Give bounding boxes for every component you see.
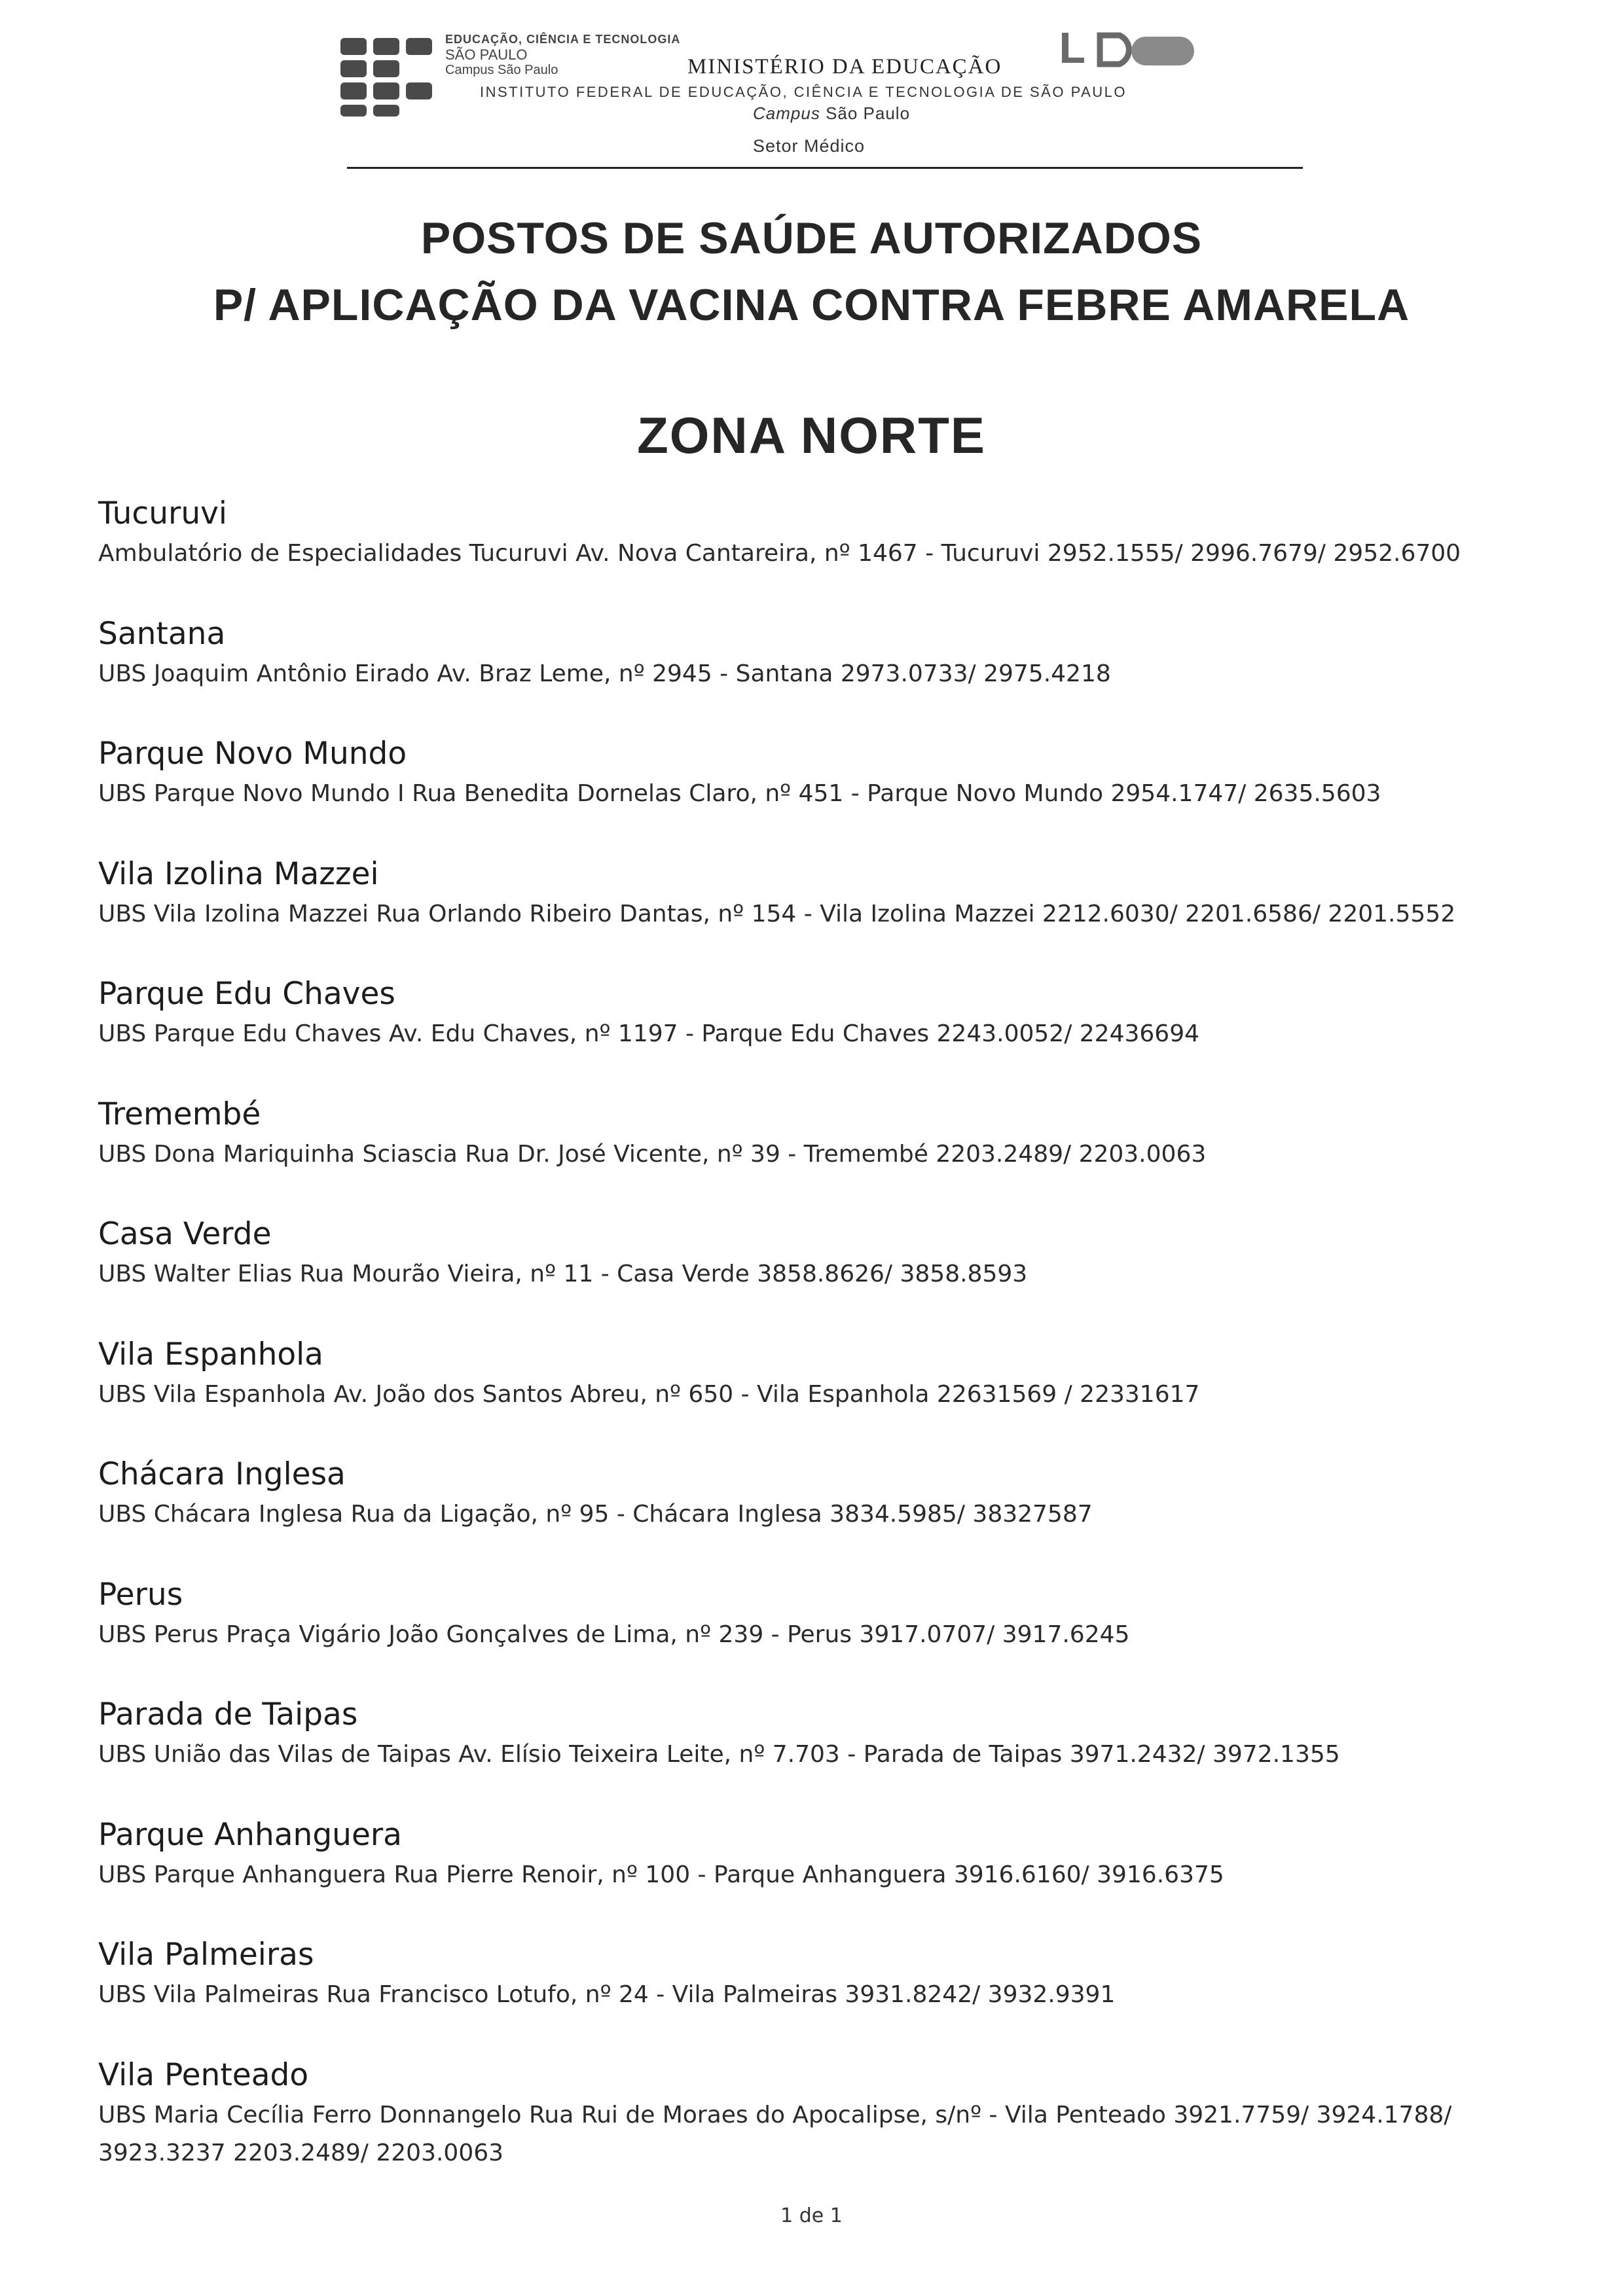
district-name: Parada de Taipas — [98, 1696, 358, 1732]
post-address: UBS Vila Palmeiras Rua Francisco Lotufo, nº 24 - Vila Palmeiras 3931.8242/ 3932.9391 — [98, 1981, 1116, 2008]
district-name: Parque Anhanguera — [98, 1816, 402, 1853]
page-title-line-2: P/ APLICAÇÃO DA VACINA CONTRA FEBRE AMARELA — [213, 280, 1410, 330]
list-item — [98, 734, 1539, 855]
health-post-list — [98, 494, 1539, 2226]
district-name: Tucuruvi — [98, 495, 227, 531]
campus-line — [753, 103, 910, 124]
institute-name: INSTITUTO FEDERAL DE EDUCAÇÃO, CIÊNCIA E TECNOLOGIA DE SÃO PAULO — [480, 84, 1127, 100]
list-item — [98, 1935, 1539, 2056]
post-address: UBS Walter Elias Rua Mourão Vieira, nº 11 - Casa Verde 3858.8626/ 3858.8593 — [98, 1261, 1028, 1287]
zone-heading: ZONA NORTE — [637, 406, 986, 464]
post-address: UBS União das Vilas de Taipas Av. Elísio Teixeira Leite, nº 7.703 - Parada de Taipas 3971.2432/ 3972.1355 — [98, 1741, 1340, 1768]
district-name: Tremembé — [98, 1096, 261, 1132]
list-item — [98, 975, 1539, 1095]
if-sp-logo-icon — [340, 33, 406, 118]
post-address: UBS Parque Novo Mundo I Rua Benedita Dornelas Claro, nº 451 - Parque Novo Mundo 2954.1747/ 2635.5603 — [98, 780, 1381, 807]
campus-name: São Paulo — [826, 103, 911, 123]
list-item — [98, 1816, 1539, 1936]
list-item — [98, 1695, 1539, 1816]
post-address: UBS Parque Edu Chaves Av. Edu Chaves, nº 1197 - Parque Edu Chaves 2243.0052/ 22436694 — [98, 1020, 1199, 1047]
district-name: Perus — [98, 1576, 183, 1613]
if-sp-logo-text — [445, 33, 680, 78]
district-name: Parque Novo Mundo — [98, 736, 407, 772]
post-address: UBS Vila Espanhola Av. João dos Santos Abreu, nº 650 - Vila Espanhola 22631569 / 22331617 — [98, 1380, 1200, 1408]
campus-word: Campus — [753, 103, 820, 123]
page-title-line-1: POSTOS DE SAÚDE AUTORIZADOS — [420, 213, 1203, 263]
district-name: Chácara Inglesa — [98, 1456, 346, 1492]
post-address: UBS Dona Mariquinha Sciascia Rua Dr. José Vicente, nº 39 - Tremembé 2203.2489/ 2203.0063 — [98, 1140, 1207, 1168]
post-address: UBS Maria Cecília Ferro Donnangelo Rua Rui de Moraes do Apocalipse, s/nº - Vila Penteado 3921.7759/ 3924.1788/ 3923.3237 2203.2489/ 2203.0063 — [98, 2101, 1452, 2166]
district-name: Vila Penteado — [98, 2056, 309, 2093]
district-name: Parque Edu Chaves — [98, 976, 395, 1012]
list-item — [98, 1335, 1539, 1456]
institution-line-1: EDUCAÇÃO, CIÊNCIA E TECNOLOGIA — [445, 33, 681, 46]
list-item — [98, 855, 1539, 975]
district-name: Vila Izolina Mazzei — [98, 855, 379, 892]
list-item — [98, 1215, 1539, 1335]
list-item — [98, 1095, 1539, 1215]
post-address: Ambulatório de Especialidades Tucuruvi Av. Nova Cantareira, nº 1467 - Tucuruvi 2952.1555/ 2996.7679/ 2952.6700 — [98, 540, 1461, 567]
letterhead — [340, 26, 1296, 170]
institution-line-3: Campus São Paulo — [445, 62, 558, 77]
list-item — [98, 494, 1539, 615]
post-address: UBS Perus Praça Vigário João Gonçalves de Lima, nº 239 - Perus 3917.0707/ 3917.6245 — [98, 1621, 1130, 1648]
post-address: UBS Vila Izolina Mazzei Rua Orlando Ribeiro Dantas, nº 154 - Vila Izolina Mazzei 2212.6030/ 2201.6586/ 2201.5552 — [98, 900, 1456, 927]
post-address: UBS Parque Anhanguera Rua Pierre Renoir, nº 100 - Parque Anhanguera 3916.6160/ 3916.6375 — [98, 1861, 1224, 1888]
if-sp-logo — [340, 33, 746, 118]
list-item — [98, 1575, 1539, 1696]
post-address: UBS Chácara Inglesa Rua da Ligação, nº 95 - Chácara Inglesa 3834.5985/ 38327587 — [98, 1501, 1093, 1528]
list-item — [98, 2056, 1539, 2226]
district-name: Santana — [98, 615, 226, 652]
page-number: 1 de 1 — [780, 2204, 843, 2227]
ldb-logo — [1061, 26, 1296, 79]
district-name: Vila Espanhola — [98, 1336, 323, 1372]
district-name: Vila Palmeiras — [98, 1937, 314, 1973]
list-item — [98, 1455, 1539, 1575]
ministry-name: MINISTÉRIO DA EDUCAÇÃO — [687, 55, 1002, 79]
list-item — [98, 615, 1539, 735]
sector-name: Setor Médico — [753, 136, 866, 156]
header-divider — [347, 167, 1303, 169]
ldb-logo-icon — [1061, 30, 1198, 68]
institution-line-2: SÃO PAULO — [445, 46, 528, 63]
post-address: UBS Joaquim Antônio Eirado Av. Braz Leme, nº 2945 - Santana 2973.0733/ 2975.4218 — [98, 660, 1111, 687]
district-name: Casa Verde — [98, 1216, 272, 1252]
